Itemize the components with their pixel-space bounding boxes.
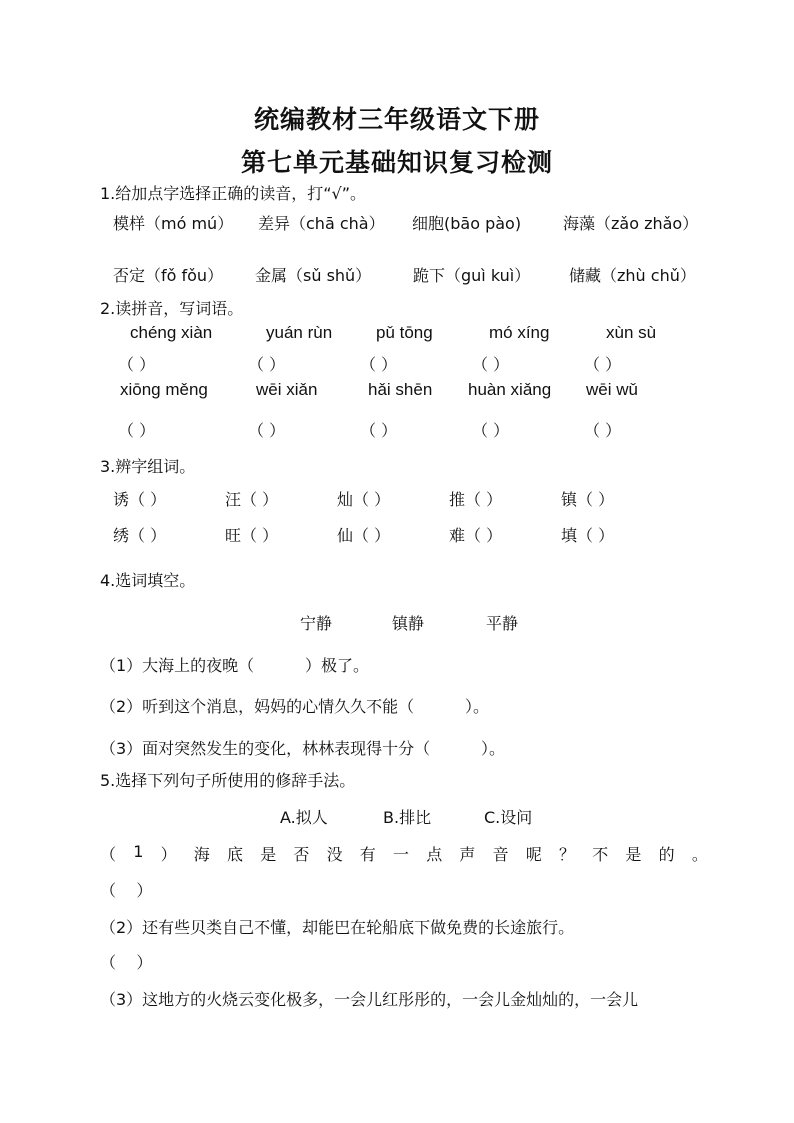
q2-pinyin: wēi xiǎn — [256, 380, 318, 399]
q2-pinyin: yuán rùn — [266, 323, 333, 342]
q2-pinyin: wēi wǔ — [586, 380, 638, 399]
q5-char: 1 — [133, 842, 144, 861]
q1-item: 跪下（guì kuì） — [413, 266, 531, 285]
q3-item[interactable]: 诱（ ） — [113, 490, 167, 509]
q4-option: 宁静 — [300, 614, 333, 633]
q2-pinyin: xiōng měng — [120, 380, 208, 399]
q3-item[interactable]: 灿（ ） — [337, 490, 391, 509]
q3-heading: 3.辨字组词。 — [100, 457, 196, 476]
q5-char: 声 — [459, 845, 476, 864]
q4-sentence-1: （1）大海上的夜晚（ ）极了。 — [100, 656, 370, 675]
q3-item[interactable]: 推（ ） — [449, 490, 503, 509]
answer-blank[interactable]: （ ） — [118, 355, 156, 374]
q1-item: 海藻（zǎo zhǎo） — [563, 214, 699, 233]
q3-item[interactable]: 难（ ） — [449, 526, 503, 545]
q1-item: 金属（sǔ shǔ） — [255, 266, 372, 285]
q5-char: 不 — [592, 845, 609, 864]
q5-char: ） — [160, 845, 177, 864]
q4-option: 镇静 — [392, 614, 425, 633]
q2-pinyin: chéng xiàn — [130, 323, 213, 342]
q2-heading: 2.读拼音，写词语。 — [100, 299, 244, 318]
q5-char: 呢 — [525, 845, 542, 864]
q5-heading: 5.选择下列句子所使用的修辞手法。 — [100, 771, 356, 790]
q5-answer-1[interactable]: （ ） — [100, 881, 153, 900]
q1-heading: 1.给加点字选择正确的读音，打“√”。 — [100, 184, 367, 203]
q2-pinyin: pǔ tōng — [376, 323, 433, 342]
q1-item: 否定（fǒ fǒu） — [113, 266, 224, 285]
q5-answer-2[interactable]: （ ） — [100, 953, 153, 972]
q2-pinyin: xùn sù — [606, 323, 657, 342]
q1-item: 模样（mó mú） — [113, 214, 234, 233]
q5-option: B.排比 — [383, 808, 432, 827]
q5-char: 是 — [625, 845, 642, 864]
q4-sentence-2: （2）听到这个消息，妈妈的心情久久不能（ ）。 — [100, 697, 490, 716]
q3-item[interactable]: 旺（ ） — [225, 526, 279, 545]
q1-item: 差异（chā chà） — [258, 214, 385, 233]
answer-blank[interactable]: （ ） — [472, 421, 510, 440]
q1-item: 储藏（zhù chǔ） — [569, 266, 696, 285]
q5-char: 的 — [658, 845, 675, 864]
q5-sentence-1 — [100, 842, 708, 865]
q5-option: A.拟人 — [280, 808, 328, 827]
page-title: 统编教材三年级语文下册 — [253, 105, 540, 134]
q5-char: 海 — [193, 845, 210, 864]
q4-option: 平静 — [486, 614, 519, 633]
q3-item[interactable]: 仙（ ） — [337, 526, 391, 545]
q5-char: 点 — [426, 845, 443, 864]
q5-char: 是 — [260, 845, 277, 864]
q4-sentence-3: （3）面对突然发生的变化，林林表现得十分（ ）。 — [100, 739, 506, 758]
q5-char: 否 — [293, 845, 310, 864]
answer-blank[interactable]: （ ） — [584, 421, 622, 440]
q3-item[interactable]: 绣（ ） — [113, 526, 167, 545]
q3-item[interactable]: 汪（ ） — [225, 490, 279, 509]
answer-blank[interactable]: （ ） — [248, 355, 286, 374]
q5-char: 底 — [226, 845, 243, 864]
q5-char: 。 — [691, 845, 708, 864]
answer-blank[interactable]: （ ） — [360, 421, 398, 440]
answer-blank[interactable]: （ ） — [118, 421, 156, 440]
q5-char: ？ — [559, 845, 576, 864]
q5-char: 一 — [393, 845, 410, 864]
q2-pinyin: hǎi shēn — [368, 380, 433, 399]
q5-char: 音 — [492, 845, 509, 864]
q5-option: C.设问 — [484, 808, 533, 827]
q4-heading: 4.选词填空。 — [100, 571, 196, 590]
q2-pinyin: mó xíng — [489, 323, 550, 342]
answer-blank[interactable]: （ ） — [472, 355, 510, 374]
answer-blank[interactable]: （ ） — [584, 355, 622, 374]
q1-item: 细胞(bāo pào) — [412, 214, 522, 233]
answer-blank[interactable]: （ ） — [360, 355, 398, 374]
answer-blank[interactable]: （ ） — [248, 421, 286, 440]
q3-item[interactable]: 填（ ） — [561, 526, 615, 545]
q5-char: 有 — [359, 845, 376, 864]
q5-char: 没 — [326, 845, 343, 864]
q5-char: （ — [100, 845, 117, 864]
q5-sentence-2: （2）还有些贝类自己不懂，却能巴在轮船底下做免费的长途旅行。 — [100, 918, 575, 937]
q5-sentence-3: （3）这地方的火烧云变化极多，一会儿红彤彤的，一会儿金灿灿的，一会儿 — [100, 990, 639, 1009]
q3-item[interactable]: 镇（ ） — [561, 490, 615, 509]
page-subtitle: 第七单元基础知识复习检测 — [240, 148, 553, 177]
q2-pinyin: huàn xiǎng — [468, 380, 552, 399]
